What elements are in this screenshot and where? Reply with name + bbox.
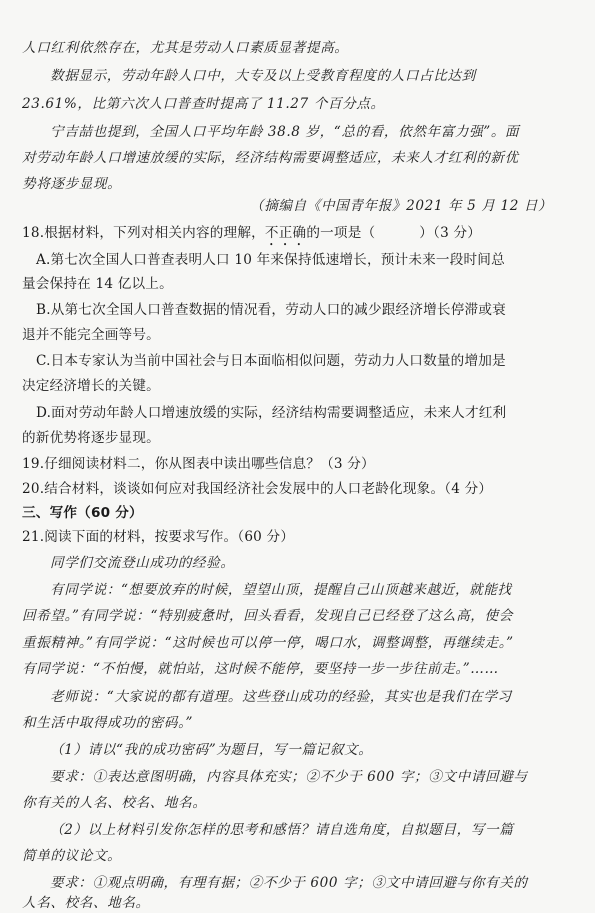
stem-text: 18.根据材料，下列对相关内容的理解，: [22, 225, 265, 241]
material-line: 同学们交流登山成功的经验。: [50, 555, 235, 571]
question-18-stem: [22, 223, 481, 249]
task-2: （2）以上材料引发你怎样的思考和感悟？请自选角度，自拟题目，写一篇: [50, 822, 514, 838]
requirement-2: 要求：①观点明确，有理有据；②不少于 600 字；③文中请回避与你有关的: [50, 875, 528, 891]
material-line: 有同学说：“不怕慢，就怕站，这时候不能停，要坚持一步一步往前走。”……: [22, 661, 499, 677]
passage-line: 宁吉喆也提到，全国人口平均年龄 38.8 岁，“总的看，依然年富力强”。面: [50, 124, 520, 140]
emphasis-text: 不正确: [264, 225, 307, 241]
task-2-cont: 简单的议论文。: [22, 848, 122, 864]
question-19: 19.仔细阅读材料二，你从图表中读出哪些信息？（3 分）: [22, 456, 375, 472]
section-heading: 三、写作（60 分）: [22, 505, 143, 521]
stem-text: 的一项是（: [306, 225, 376, 241]
option-b: B.从第七次全国人口普查数据的情况看，劳动人口的减少跟经济增长停滞或衰: [36, 302, 506, 318]
material-line: 和生活中取得成功的密码。”: [22, 715, 194, 731]
source-citation: （摘编自《中国青年报》2021 年 5 月 12 日）: [250, 198, 553, 214]
requirement-2-cont: 人名、校名、地名。: [22, 895, 150, 911]
passage-line: 人口红利依然存在，尤其是劳动人口素质显著提高。: [22, 40, 349, 56]
option-b-cont: 退并不能完全画等号。: [22, 327, 160, 343]
requirement-1-cont: 你有关的人名、校名、地名。: [22, 795, 207, 811]
option-a-cont: 量会保持在 14 亿以上。: [22, 276, 173, 292]
passage-line: 势将逐步显现。: [22, 176, 122, 192]
material-line: 重振精神。”有同学说：“这时候也可以停一停，喝口水，调整调整，再继续走。”: [22, 635, 514, 651]
passage-line: 数据显示，劳动年龄人口中，大专及以上受教育程度的人口占比达到: [50, 68, 476, 84]
option-c-cont: 决定经济增长的关键。: [22, 378, 160, 394]
requirement-1: 要求：①表达意图明确，内容具体充实；②不少于 600 字；③文中请回避与: [50, 769, 528, 785]
question-21-stem: 21.阅读下面的材料，按要求写作。（60 分）: [22, 529, 295, 545]
passage-line: 对劳动年龄人口增速放缓的实际，经济结构需要调整适应，未来人才红利的新优: [22, 150, 519, 166]
question-20: 20.结合材料，谈谈如何应对我国经济社会发展中的人口老龄化现象。（4 分）: [22, 481, 493, 497]
passage-line: 23.61%，比第六次人口普查时提高了 11.27 个百分点。: [22, 96, 385, 112]
material-line: 有同学说：“想要放弃的时候，望望山顶，提醒自己山顶越来越近，就能找: [50, 582, 512, 598]
material-line: 老师说：“大家说的都有道理。这些登山成功的经验，其实也是我们在学习: [50, 689, 512, 705]
option-c: C.日本专家认为当前中国社会与日本面临相似问题，劳动力人口数量的增加是: [36, 353, 506, 369]
option-d: D.面对劳动年龄人口增速放缓的实际，经济结构需要调整适应，未来人才红利: [36, 405, 507, 421]
option-d-cont: 的新优势将逐步显现。: [22, 430, 160, 446]
option-a: A.第七次全国人口普查表明人口 10 年来保持低速增长，预计未来一段时间总: [36, 252, 505, 268]
task-1: （1）请以“我的成功密码”为题目，写一篇记叙文。: [50, 742, 373, 758]
material-line: 回希望。”有同学说：“特别疲惫时，回头看看，发现自己已经登了这么高，使会: [22, 608, 513, 624]
stem-text: ）（3 分）: [419, 225, 482, 241]
